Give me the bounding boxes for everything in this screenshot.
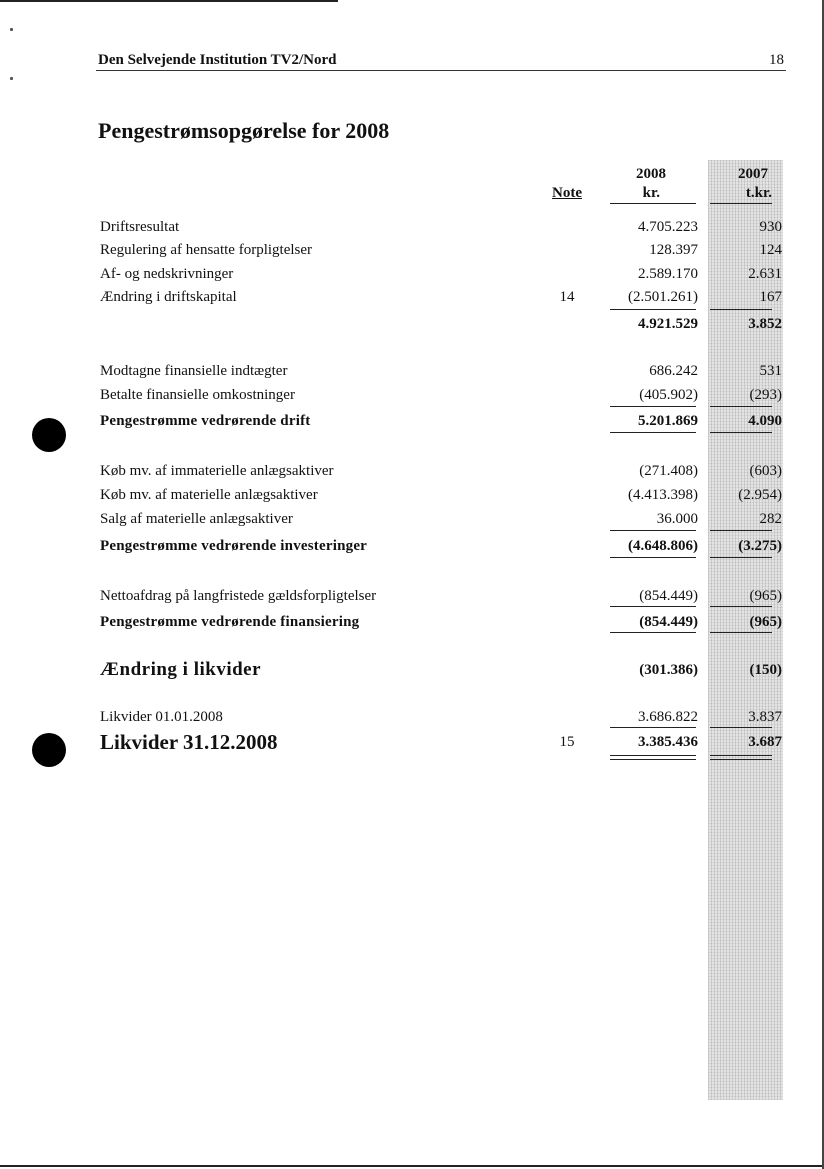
- subtotal-rule: [610, 530, 696, 531]
- closing-cash-value-2008: 3.385.436: [638, 734, 698, 750]
- section-total-label: Pengestrømme vedrørende drift: [100, 413, 311, 429]
- section-total-value-2007: 4.090: [748, 413, 782, 429]
- change-in-cash-value-2008: (301.386): [639, 662, 698, 678]
- row-label: Driftsresultat: [100, 219, 180, 235]
- row-value-2008: 128.397: [649, 242, 698, 258]
- page-title: Pengestrømsopgørelse for 2008: [98, 118, 390, 143]
- col-2008-year: 2008: [636, 166, 666, 182]
- row-value-2007: 930: [759, 219, 782, 235]
- section-total-value-2008: (4.648.806): [628, 538, 698, 554]
- row-value-2007: 3.837: [748, 709, 782, 725]
- row-value-2007: 167: [759, 289, 782, 305]
- running-header-title: Den Selvejende Institution TV2/Nord: [98, 52, 337, 68]
- row-value-2008: (854.449): [639, 588, 698, 604]
- row-label: Nettoafdrag på langfristede gældsforpligtelser: [100, 588, 377, 604]
- subtotal-rule: [610, 406, 696, 407]
- row-note: 15: [559, 734, 575, 750]
- row-label: Køb mv. af immaterielle anlægsaktiver: [100, 463, 334, 479]
- subtotal-rule: [610, 309, 696, 310]
- double-rule-bottom: [610, 759, 696, 760]
- row-value-2007: (2.954): [738, 487, 782, 503]
- row-value-2008: (271.408): [639, 463, 698, 479]
- change-in-cash-label: Ændring i likvider: [100, 659, 262, 680]
- col-2008-rule: [610, 203, 696, 204]
- section-total-label: Pengestrømme vedrørende investeringer: [100, 538, 368, 554]
- total-rule: [710, 632, 772, 633]
- section-total-value-2008: (854.449): [639, 614, 698, 630]
- total-rule: [610, 557, 696, 558]
- row-label: Af- og nedskrivninger: [100, 266, 234, 282]
- double-rule-top: [710, 755, 772, 756]
- page-number: 18: [769, 52, 784, 68]
- row-value-2008: 4.705.223: [638, 219, 698, 235]
- row-label: Køb mv. af materielle anlægsaktiver: [100, 487, 318, 503]
- row-label: Salg af materielle anlægsaktiver: [100, 511, 293, 527]
- row-note: 14: [559, 289, 575, 305]
- row-value-2008: (405.902): [639, 387, 698, 403]
- subtotal-rule: [710, 727, 772, 728]
- col-2008-unit: kr.: [642, 185, 660, 201]
- scan-top-edge: [0, 0, 338, 2]
- punch-hole: [32, 733, 66, 767]
- row-value-2008: 2.589.170: [638, 266, 698, 282]
- row-value-2007: 282: [759, 511, 782, 527]
- row-label: Modtagne finansielle indtægter: [100, 363, 288, 379]
- row-value-2007: (603): [749, 463, 782, 479]
- row-value-2007: 124: [759, 242, 782, 258]
- row-label: Ændring i driftskapital: [100, 289, 237, 305]
- double-rule-top: [610, 755, 696, 756]
- total-rule: [610, 432, 696, 433]
- scan-bottom-edge: [0, 1165, 824, 1167]
- scan-speck: [10, 77, 13, 80]
- row-value-2007: (293): [749, 387, 782, 403]
- row-value-2007: 2.631: [748, 266, 782, 282]
- row-label: Regulering af hensatte forpligtelser: [100, 242, 313, 258]
- closing-cash-value-2007: 3.687: [748, 734, 782, 750]
- subtotal-rule: [710, 309, 772, 310]
- total-rule: [710, 432, 772, 433]
- punch-hole: [32, 418, 66, 452]
- col-2007-unit: t.kr.: [745, 185, 772, 201]
- section-total-value-2007: (3.275): [738, 538, 782, 554]
- subtotal-rule: [710, 530, 772, 531]
- section-total-value-2007: (965): [749, 614, 782, 630]
- scan-speck: [10, 28, 13, 31]
- double-rule-bottom: [710, 759, 772, 760]
- col-2007-year: 2007: [738, 166, 768, 182]
- header-rule: [96, 70, 786, 71]
- subtotal-rule: [710, 606, 772, 607]
- subtotal-rule: [610, 606, 696, 607]
- row-value-2008: 3.686.822: [638, 709, 698, 725]
- row-value-2008: (2.501.261): [628, 289, 698, 305]
- total-rule: [710, 557, 772, 558]
- subtotal-rule: [610, 727, 696, 728]
- row-value-2008: 686.242: [649, 363, 698, 379]
- subtotal-value-2007: 3.852: [748, 316, 782, 332]
- subtotal-value-2008: 4.921.529: [638, 316, 698, 332]
- total-rule: [610, 632, 696, 633]
- row-value-2008: 36.000: [656, 511, 698, 527]
- row-label: Likvider 01.01.2008: [100, 709, 223, 725]
- section-total-value-2008: 5.201.869: [638, 413, 698, 429]
- section-total-label: Pengestrømme vedrørende finansiering: [100, 614, 360, 630]
- row-value-2007: 531: [759, 363, 782, 379]
- col-2007-rule: [710, 203, 772, 204]
- row-value-2008: (4.413.398): [628, 487, 698, 503]
- subtotal-rule: [710, 406, 772, 407]
- closing-cash-label: Likvider 31.12.2008: [100, 730, 278, 754]
- row-label: Betalte finansielle omkostninger: [100, 387, 295, 403]
- col-note-heading: Note: [552, 185, 582, 201]
- row-value-2007: (965): [749, 588, 782, 604]
- change-in-cash-value-2007: (150): [749, 662, 782, 678]
